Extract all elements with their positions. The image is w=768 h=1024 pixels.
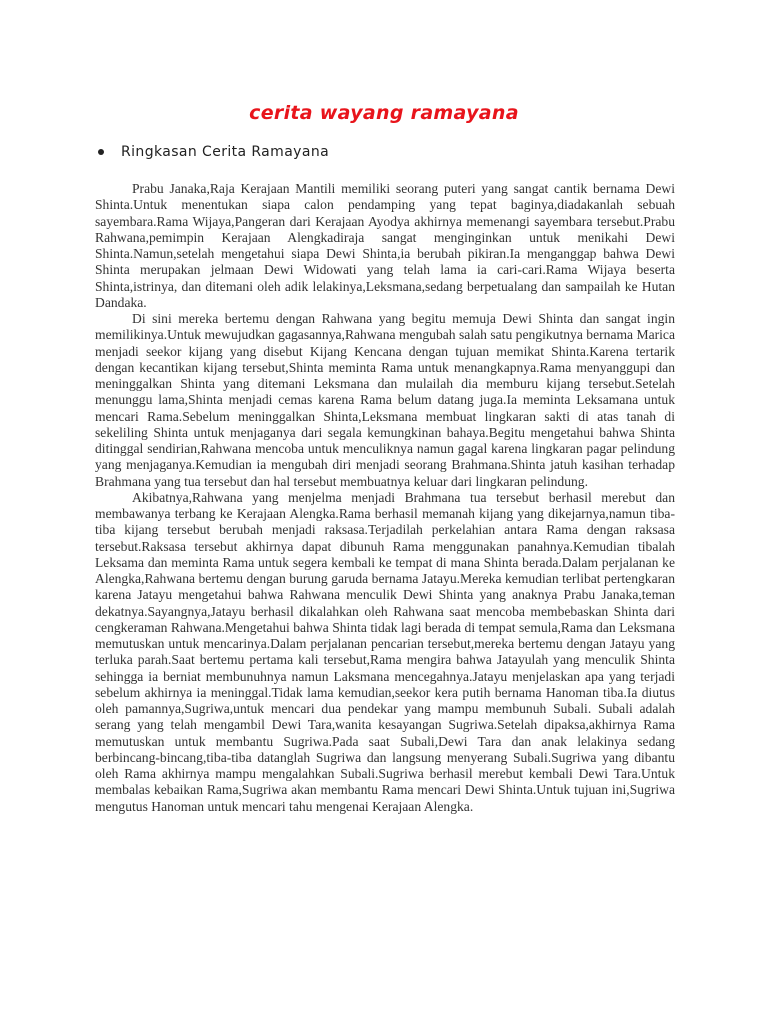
document-title: cerita wayang ramayana [249, 102, 519, 124]
bullet-item [98, 144, 329, 160]
paragraph-1: Prabu Janaka,Raja Kerajaan Mantili memiliki seorang puteri yang sangat cantik bernama Dewi Shinta.Untuk menentukan siapa calon pendamping yang tepat baginya,diadakanlah sebuah sayembara.Rama Wijaya,Pangeran dari Kerajaan Ayodya akhirnya memenangi sayembara tersebut.Prabu Rahwana,pemimpin Kerajaan Alengkadiraja sangat menginginkan untuk menikahi Dewi Shinta.Namun,setelah mengetahui siapa Dewi Shinta,ia berubah pikiran.Ia menganggap bahwa Dewi Shinta merupakan jelmaan Dewi Widowati yang telah lama ia cari-cari.Rama Wijaya beserta Shinta,istrinya, dan ditemani oleh adik lelakinya,Leksmana,sedang berpetualang dan sampailah ke Hutan Dandaka. [95, 181, 675, 310]
paragraph-3: Akibatnya,Rahwana yang menjelma menjadi Brahmana tua tersebut berhasil merebut dan membawanya terbang ke Kerajaan Alengka.Rama berhasil memanah kijang yang dikejarnya,namun tiba-tiba kijang tersebut berubah menjadi raksasa.Terjadilah perkelahian antara Rama dengan raksasa tersebut.Raksasa tersebut akhirnya dapat dibunuh Rama menggunakan panahnya.Kemudian tibalah Leksama dan meminta Rama untuk segera kembali ke tempat di mana Shinta berada.Dalam perjalanan ke Alengka,Rahwana bertemu dengan burung garuda bernama Jatayu.Mereka kemudian terlibat pertengkaran karena Jatayu mengetahui bahwa Rahwana menculik Dewi Shinta yang anaknya Prabu Janaka,teman dekatnya.Sayangnya,Jatayu berhasil dikalahkan oleh Rahwana saat mencoba membebaskan Shinta dari cengkeraman Rahwana.Mengetahui bahwa Shinta tidak lagi berada di tempat semula,Rama dan Leksmana memutuskan untuk mencarinya.Dalam perjalanan pencarian tersebut,mereka bertemu dengan Jatayu yang terluka parah.Saat bertemu pertama kali tersebut,Rama mengira bahwa Jatayulah yang menculik Shinta sehingga ia berniat membunuhnya namun Laksmana mencegahnya.Jatayu menjelaskan apa yang terjadi sebelum akhirnya ia meninggal.Tidak lama kemudian,seekor kera putih bernama Hanoman tiba.Ia diutus oleh pamannya,Sugriwa,untuk mencari dua pendekar yang mampu membunuh Subali. Subali adalah serang yang telah mengambil Dewi Tara,wanita kesayangan Sugriwa.Setelah dipaksa,akhirnya Rama memutuskan untuk membantu Sugriwa.Pada saat Subali,Dewi Tara dan anak lelakinya sedang berbincang-bincang,tiba-tiba datanglah Sugriwa dan langsung menyerang Subali.Sugriwa yang dibantu oleh Rama akhirnya mampu mengalahkan Subali.Sugriwa berhasil merebut kembali Dewi Tara.Untuk membalas kebaikan Rama,Sugriwa akan membantu Rama mencari Dewi Shinta.Untuk tujuan ini,Sugriwa mengutus Hanoman untuk mencari tahu mengenai Kerajaan Alengka. [95, 489, 675, 814]
section-heading: Ringkasan Cerita Ramayana [121, 144, 330, 160]
story-body [95, 181, 675, 815]
paragraph-2: Di sini mereka bertemu dengan Rahwana yang begitu memuja Dewi Shinta dan sangat ingin memilikinya.Untuk mewujudkan gagasannya,Rahwana mengubah salah satu pengikutnya bernama Marica menjadi seekor kijang yang disebut Kijang Kencana dengan tujuan memikat Shinta.Karena tertarik dengan kecantikan kijang tersebut,Shinta meminta Rama untuk menangkapnya.Rama menyanggupi dan meninggalkan Shinta yang ditemani Leksmana dan mulailah dia memburu kijang tersebut.Setelah menunggu lama,Shinta menjadi cemas karena Rama belum datang juga.Ia meminta Leksamana untuk mencari Rama.Sebelum meninggalkan Shinta,Leksmana membuat lingkaran sakti di atas tanah di sekeliling Shinta untuk menjaganya dari segala kemungkinan bahaya.Begitu mengetahui bahwa Shinta ditinggal sendirian,Rahwana mencoba untuk menculiknya namun gagal karena lingkaran pagar pelindung yang menjaganya.Kemudian ia mengubah diri menjadi seorang Brahmana.Shinta jatuh kasihan terhadap Brahmana yang tua tersebut dan hal tersebut membuatnya keluar dari lingkaran pelindung. [95, 311, 675, 489]
bullet-icon [98, 149, 104, 155]
